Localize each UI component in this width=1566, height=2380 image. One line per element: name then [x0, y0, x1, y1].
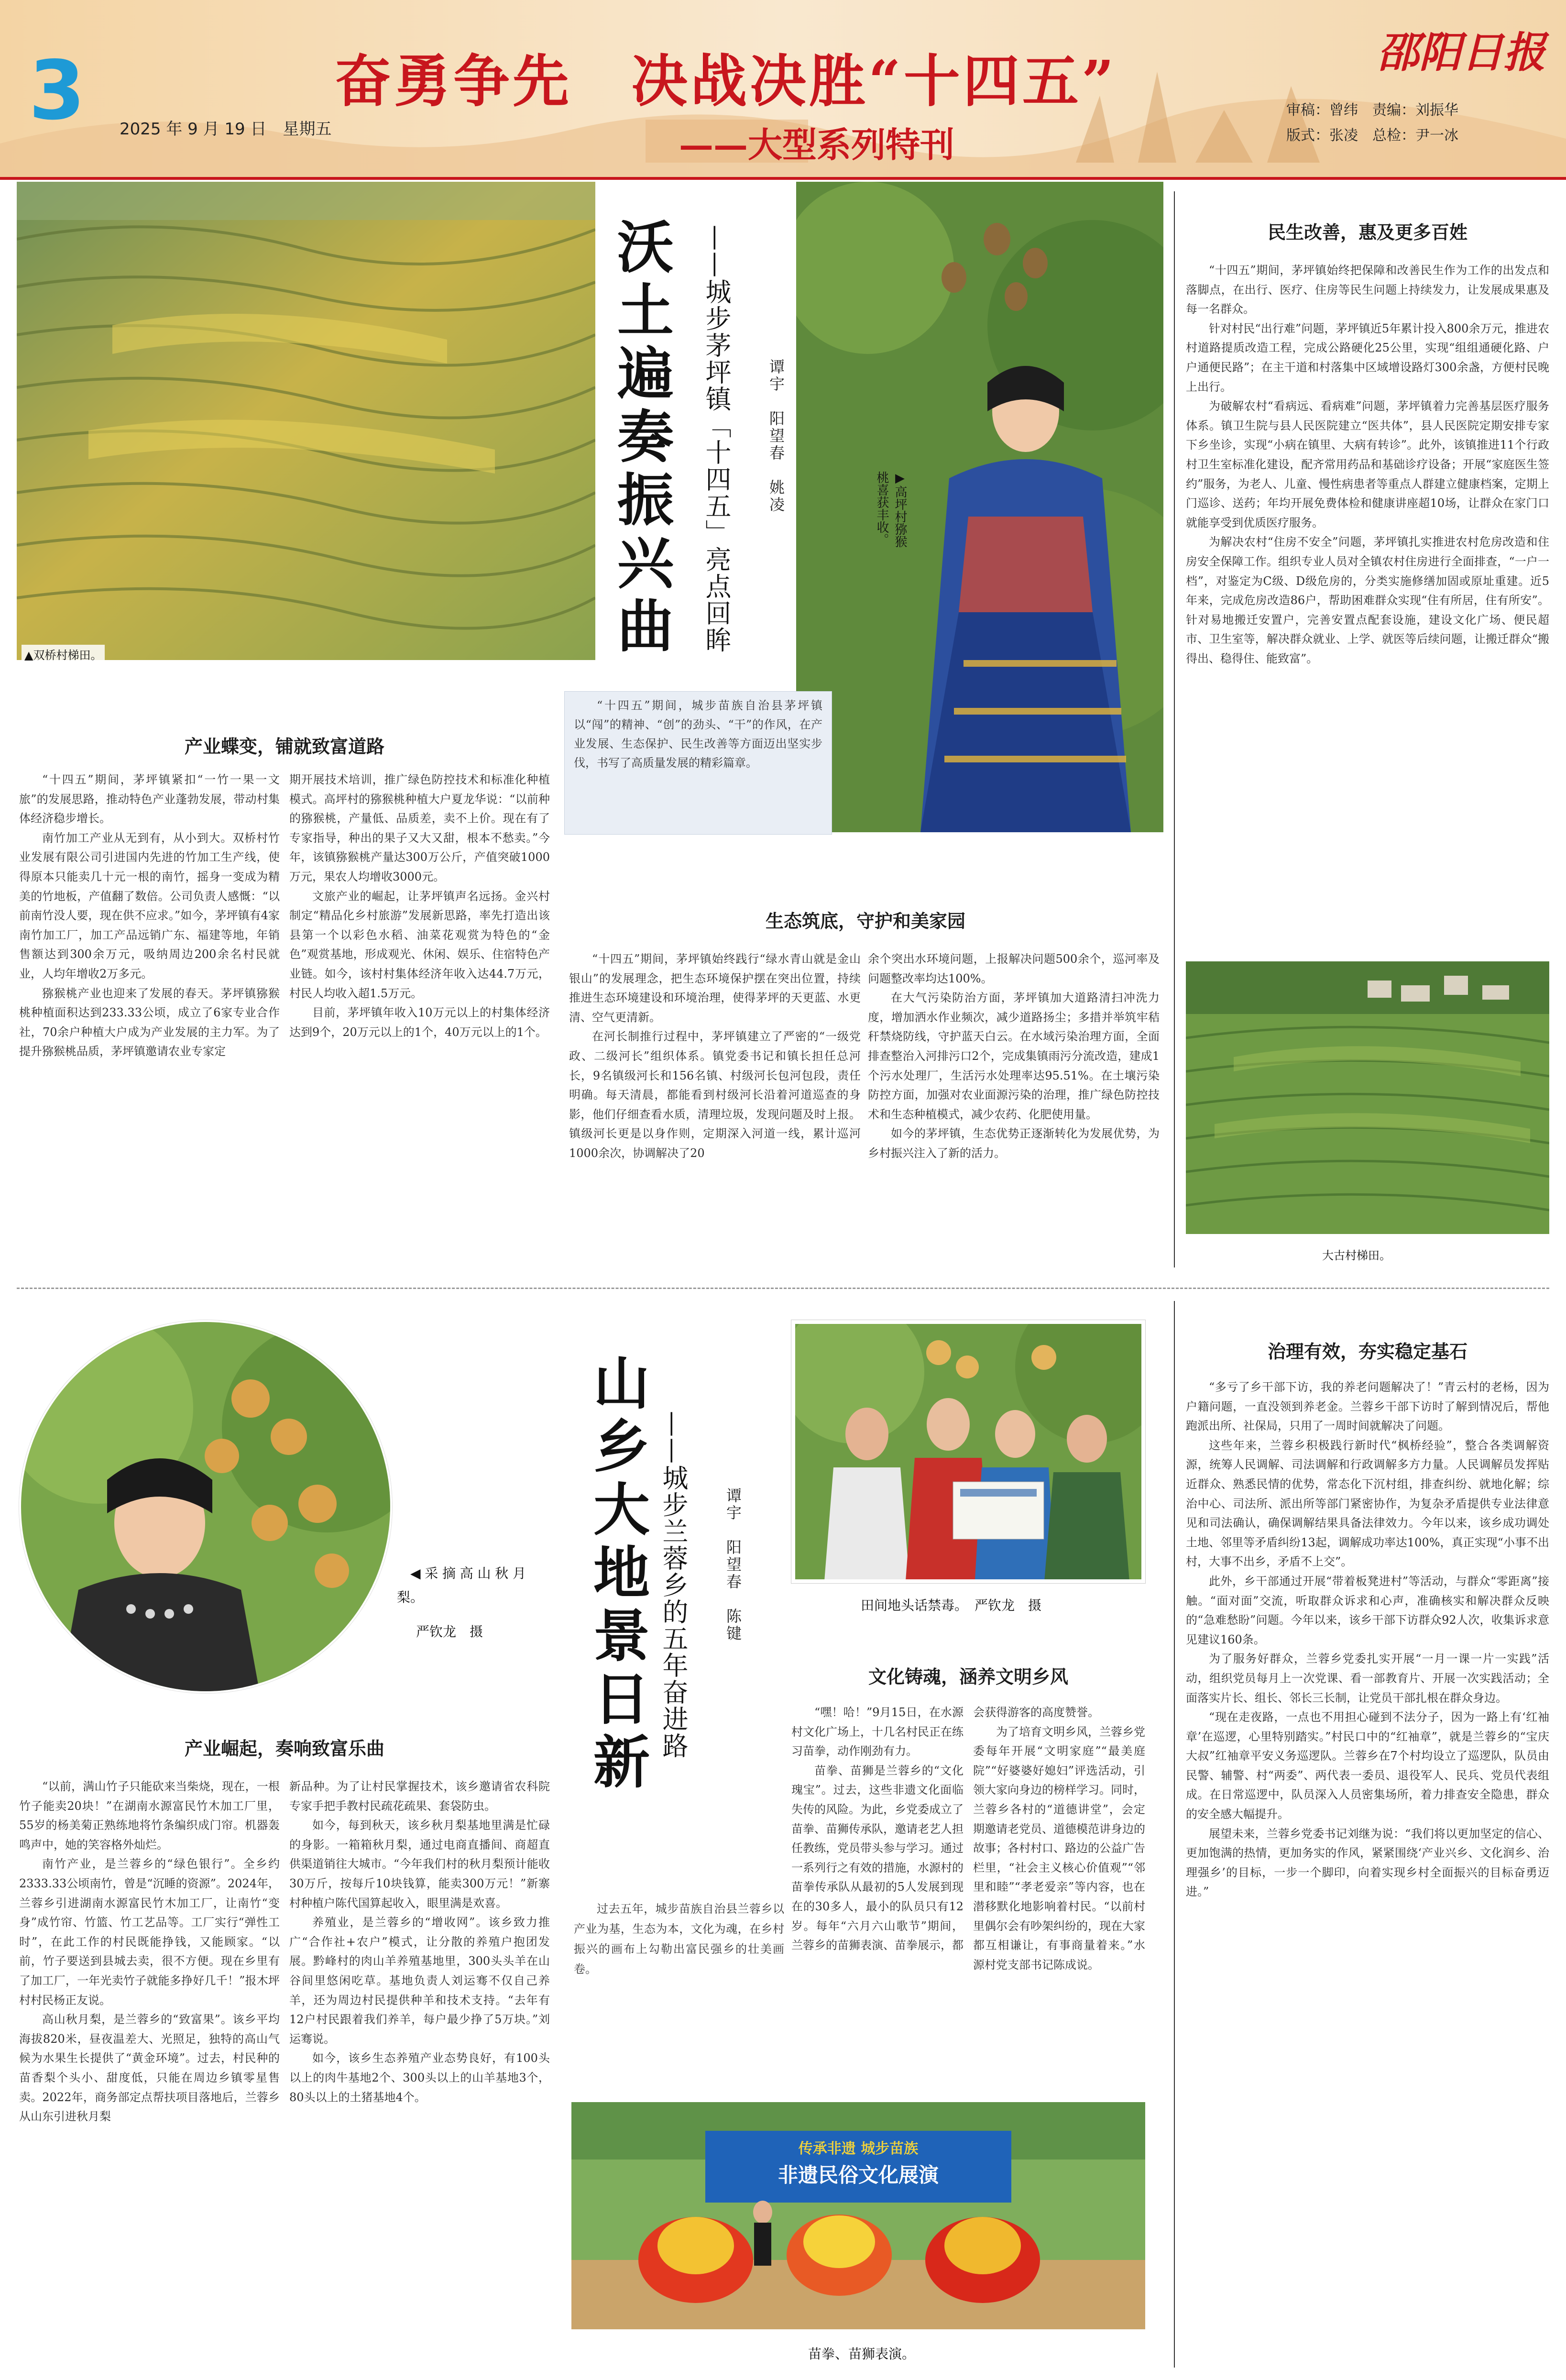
paragraph: 文旅产业的崛起，让茅坪镇声名远扬。金兴村制定“精品化乡村旅游”发展新思路，率先打造出该县第一个以彩色水稻、油菜花观赏为特色的“金色”观赏基地，形成观光、休闲、娱乐、住宿特色产业链。如今，该村村集体经济年收入达44.7万元，村民人均收入超1.5万元。 — [289, 889, 550, 1000]
main-title: 奋勇争先 决战决胜“十四五” — [335, 48, 1117, 114]
caption-pear: ◀采摘高山秋月梨。 — [397, 1565, 526, 1605]
s2-sec2-col-b — [973, 1703, 1145, 2095]
story1-byline: 谭宇 阳望春 姚凌 — [767, 359, 785, 514]
column-divider-2 — [1174, 1301, 1175, 2368]
paragraph: 如今，每到秋天，该乡秋月梨基地里满是忙碌的身影。一箱箱秋月梨，通过电商直播间、商超直供渠道销往大城市。“今年我们村的秋月梨预计能收30万斤，按每斤10块钱算，能卖300万元！”新寨村种植户陈代国算起收入，眼里满是欢喜。 — [289, 1818, 550, 1910]
s2-sec1-col-a — [19, 1777, 280, 2375]
caption-dagu: 大古村梯田。 — [1322, 1249, 1391, 1262]
paragraph: 南竹加工产业从无到有，从小到大。双桥村竹业发展有限公司引进国内先进的竹加工生产线，使得原本只能卖几十元一根的南竹，摇身一变成为精美的竹地板，产值翻了数倍。公司负责人感慨：“以前南竹没人要，现在供不应求。”如今，茅坪镇有4家南竹加工厂，加工产品远销广东、福建等地，年销售额达到300余万元，吸纳周边200余名村民就业，人均年增收2万多元。 — [19, 831, 280, 981]
paragraph: 针对村民“出行难”问题，茅坪镇近5年累计投入800余万元，推进农村道路提质改造工程，完成公路硬化25公里，实现“组组通硬化路、户户通便民路”；在主干道和村落集中区域增设路灯300余盏，方便村民晚上出行。 — [1186, 321, 1549, 394]
s1-sec1-col-a — [19, 770, 280, 1272]
photo-anti-drug-talk — [791, 1320, 1145, 1583]
paragraph: 南竹产业，是兰蓉乡的“绿色银行”。全乡约2333.33公顷南竹，曾是“沉睡的资源”。2024年，兰蓉乡引进湖南水源富民竹木加工厂，让南竹“变身”成竹帘、竹篮、竹工艺品等。工厂实行“弹性工时”，在此工作的村民既能挣钱，又能顾家。“以前，竹子要送到县城去卖，很不方便。现在乡里有了加工厂，一年光卖竹子就能多挣好几千！”报木坪村村民杨正友说。 — [19, 1857, 280, 2007]
paragraph: “嘿！哈！”9月15日，在水源村文化广场上，十几名村民正在练习苗拳，动作刚劲有力。 — [791, 1706, 964, 1758]
lion-dance-banner-2: 非遗民俗文化展演 — [778, 2163, 939, 2187]
paragraph: 在大气污染防治方面，茅坪镇加大道路清扫冲洗力度，增加洒水作业频次，减少道路扬尘；多措并举筑牢秸秆禁烧防线，守护蓝天白云。在水域污染治理方面，全面排查整治入河排污口2个，完成集镇雨污分流改造，建成1个污水处理厂，生活污水处理率达95.51%。在土壤污染防控方面，加强对农业面源污染的治理，推广绿色防控技术和生态种植模式，减少农药、化肥使用量。 — [868, 991, 1160, 1121]
dagu-terrace-image — [1186, 961, 1549, 1234]
paragraph: “以前，满山竹子只能砍来当柴烧，现在，一根竹子能卖20块！”在湖南水源富民竹木加工厂里，55岁的杨美菊正熟练地将竹条编织成门帘。机器轰鸣声中，她的笑容格外灿烂。 — [19, 1780, 280, 1851]
s1-sec1-title: 产业蝶变，铺就致富道路 — [184, 736, 384, 757]
s1-sec2-title: 生态筑底，守护和美家园 — [765, 910, 965, 932]
paragraph: 如今的茅坪镇，生态优势正逐渐转化为发展优势，为乡村振兴注入了新的活力。 — [868, 1127, 1160, 1160]
s1-sec3-title: 民生改善，惠及更多百姓 — [1267, 221, 1467, 243]
photo-terraces-dagu — [1186, 961, 1549, 1234]
s2-sec1-title: 产业崛起，奏响致富乐曲 — [184, 1738, 384, 1759]
caption-lion-dance: 苗拳、苗狮表演。 — [808, 2346, 916, 2362]
masthead — [0, 0, 1566, 187]
paragraph: 在河长制推行过程中，茅坪镇建立了严密的“一级党政、二级河长”组织体系。镇党委书记和镇长担任总河长，9名镇级河长和156名镇、村级河长包河包段，责任明确。每天清晨，都能看到村级河长沿着河道巡查的身影，他们仔细查看水质，清理垃圾，发现问题及时上报。镇级河长更是以身作则，定期深入河道一线，累计巡河1000余次，协调解决了20 — [569, 1030, 861, 1160]
paragraph: “十四五”期间，茅坪镇紧扣“一竹一果一文旅”的发展思路，推动特色产业蓬勃发展，带动村集体经济稳步增长。 — [19, 773, 280, 826]
s1-sec3-body — [1186, 261, 1549, 949]
s1-sec1-col-b — [289, 770, 550, 1272]
paragraph: 此外，乡干部通过开展“带着板凳进村”等活动，与群众“零距离”接触。“面对面”交流，听取群众诉求和心声，准确核实和解决群众反映的“急难愁盼”问题。今年以来，该乡干部下访群众92人次，收集诉求意见建议160条。 — [1186, 1574, 1549, 1646]
caption-anti-drug: 田间地头话禁毒。 严钦龙 摄 — [861, 1598, 1042, 1613]
photo-kiwi-harvest — [796, 182, 1163, 832]
date-line: 2025 年 9 月 19 日 星期五 — [120, 120, 332, 139]
story2-headline: 山乡大地景日新 — [584, 1354, 650, 1796]
paragraph: 为了服务好群众，兰蓉乡党委扎实开展“一月一课一片一实践”活动，组织党员每月上一次党课、看一部教育片、开展一次实践活动；全面落实片长、组长、邻长三长制，让党员干部扎根在群众身边。 — [1186, 1652, 1549, 1705]
paragraph: 目前，茅坪镇年收入10万元以上的村集体经济达到9个，20万元以上的1个，40万元以上的1个。 — [289, 1006, 550, 1039]
layout-credits: 版式：张凌 总检：尹一冰 — [1286, 127, 1458, 144]
story1-lead: “十四五”期间，城步苗族自治县茅坪镇以“闯”的精神、“创”的劲头、“干”的作风，在产业发展、生态保护、民生改善等方面迈出坚实步伐，书写了高质量发展的精彩篇章。 — [574, 699, 822, 770]
s1-sec2-col-b — [868, 949, 1160, 1275]
paragraph: 为解决农村“住房不安全”问题，茅坪镇扎实推进农村危房改造和住房安全保障工作。组织专业人员对全镇农村住房进行全面排查，“一户一档”，对鉴定为C级、D级危房的，分类实施修缮加固或原址重建。近5年来，完成危房改造86户，帮助困难群众实现“住有所居，住有所安”。针对易地搬迁安置户，完善安置点配套设施，建设文化广场、便民超市、卫生室等，解决群众就业、上学、就医等后续问题，让搬迁群众“搬得出、稳得住、能致富”。 — [1186, 535, 1549, 665]
pear-picking-image — [21, 1322, 392, 1693]
paragraph: 为了培育文明乡风，兰蓉乡党委每年开展“文明家庭”“最美庭院”“好婆婆好媳妇”评选活动，引领大家向身边的榜样学习。同时，兰蓉乡各村的“道德讲堂”，会定期邀请老党员、道德模范讲身边的故事；各村村口、路边的公益广告栏里，“社会主义核心价值观”“邻里和睦”“孝老爱亲”等内容，也在潜移默化地影响着村民。“以前村里偶尔会有吵架纠纷的，现在大家都互相谦让，有事商量着来。”水源村党支部书记陈成说。 — [973, 1725, 1145, 1972]
paragraph: “十四五”期间，茅坪镇始终把保障和改善民生作为工作的出发点和落脚点，在出行、医疗、住房等民生问题上持续发力，让发展成果惠及每一名群众。 — [1186, 264, 1549, 316]
s2-sec2-title: 文化铸魂，涵养文明乡风 — [868, 1666, 1068, 1687]
story2-byline: 谭宇 阳望春 陈键 — [724, 1488, 742, 1642]
paragraph: 养殖业，是兰蓉乡的“增收网”。该乡致力推广“合作社+农户”模式，让分散的养殖户抱团发展。黔峰村的肉山羊养殖基地里，300头头羊在山谷间里悠闲吃草。基地负责人刘运骞不仅自己养羊，还为周边村民提供种羊和技术支持。“去年有12户村民跟着我们养羊，每户最少挣了5万块。”刘运骞说。 — [289, 1916, 550, 2046]
story1-headline: 沃土遍奏振兴曲 — [608, 218, 674, 660]
s2-sec3-title: 治理有效，夯实稳定基石 — [1267, 1341, 1467, 1362]
lion-dance-banner: 传承非遗 城步苗族 — [798, 2140, 919, 2157]
paragraph: 苗拳、苗狮是兰蓉乡的“文化瑰宝”。过去，这些非遗文化面临失传的风险。为此，乡党委成立了苗拳、苗狮传承队，邀请老艺人担任教练，党员带头参与学习。通过一系列行之有效的措施，水源村的苗拳传承队从最初的5人发展到现在的30多人，最小的队员只有12岁。每年“六月六山歌节”期间，兰蓉乡的苗狮表演、苗拳展示，都 — [791, 1763, 964, 1952]
photo-pear-picking — [19, 1320, 392, 1693]
paragraph: 高山秋月梨，是兰蓉乡的“致富果”。该乡平均海拔820米，昼夜温差大、光照足，独特的高山气候为水果生长提供了“黄金环境”。过去，村民种的苗香梨个头小、甜度低，只能在周边乡镇零星售卖。2022年，商务部定点帮扶项目落地后，兰蓉乡从山东引进秋月梨 — [19, 2013, 280, 2124]
paragraph: 为破解农村“看病远、看病难”问题，茅坪镇着力完善基层医疗服务体系。镇卫生院与县人民医院建立“医共体”，县人民医院定期安排专家下乡坐诊，实现“小病在镇里、大病有转诊”。此外，该镇推进11个行政村卫生室标准化建设，配齐常用药品和基础诊疗设备；开展“家庭医生签约”服务，为老人、儿童、慢性病患者等重点人群建立健康档案，定期上门巡诊、送药；年均开展免费体检和健康讲座超10场，让群众在家门口就能享受到优质医疗服务。 — [1186, 399, 1549, 529]
paragraph: 期开展技术培训，推广绿色防控技术和标准化种植模式。高坪村的猕猴桃种植大户夏龙华说：“以前种的猕猴桃，产量低、品质差，卖不上价。现在有了专家指导，种出的果子又大又甜，根本不愁卖。”今年，该镇猕猴桃产量达300万公斤，产值突破1000万元，果农人均增收3000元。 — [289, 773, 550, 883]
paragraph: 这些年来，兰蓉乡积极践行新时代“枫桥经验”，整合各类调解资源，统筹人民调解、司法调解和行政调解多方力量。人民调解员发挥贴近群众、熟悉民情的优势，常态化下沉村组，排查纠纷、就地化解；综治中心、司法所、派出所等部门紧密协作，为复杂矛盾提供专业法律意见和司法确认，确保调解结果具备法律效力。今年以来，该乡成功调处土地、邻里等矛盾纠纷13起，调解成功率达100%，真正实现“小事不出村，大事不出乡，矛盾不上交”。 — [1186, 1438, 1549, 1569]
sub-title: ——大型系列特刊 — [679, 124, 955, 165]
story-separator — [17, 1288, 1549, 1289]
s2-sec3-body — [1186, 1377, 1549, 2372]
paragraph: “现在走夜路，一点也不用担心碰到不法分子，因为一路上有‘红袖章’在巡逻，心里特别踏实。”村民口中的“红袖章”，就是兰蓉乡的“宝庆大叔”红袖章平安义务巡逻队。兰蓉乡在7个村均设立了巡逻队，队员由民警、辅警、村“两委”、两代表一委员、退役军人、民兵、党员代表组成。在日常巡逻中，队员深入人员密集场所，着力排查安全隐患，群众的安全感大幅提升。 — [1186, 1710, 1549, 1821]
paragraph: 展望未来，兰蓉乡党委书记刘继为说：“我们将以更加坚定的信心、更加饱满的热情，更加务实的作风，紧紧围绕‘产业兴乡、文化润乡、治理强乡’的目标，一步一个脚印，向着实现乡村全面振兴的目标奋勇迈进。” — [1186, 1827, 1549, 1899]
story2-lead: 过去五年，城步苗族自治县兰蓉乡以产业为基，生态为本，文化为魂，在乡村振兴的画布上勾勒出富民强乡的壮美画卷。 — [574, 1902, 784, 1976]
story1-subhead: ——城步茅坪镇「十四五」亮点回眸 — [701, 225, 732, 653]
paragraph: 猕猴桃产业也迎来了发展的春天。茅坪镇猕猴桃种植面积达到233.33公顷，成立了6家专业合作社，70余户种植大户成为产业发展的主力军。为了提升猕猴桃品质，茅坪镇邀请农业专家定 — [19, 986, 280, 1058]
paragraph: 新品种。为了让村民掌握技术，该乡邀请省农科院专家手把手教村民疏花疏果、套袋防虫。 — [289, 1780, 550, 1813]
page-number: 3 — [29, 44, 86, 138]
newspaper-logo: 邵阳日报 — [1377, 27, 1546, 77]
kiwi-harvest-image — [796, 182, 1163, 832]
paragraph: 余个突出水环境问题，上报解决问题500余个，巡河率及问题整改率均达100%。 — [868, 952, 1160, 985]
s2-sec1-col-b — [289, 1777, 550, 2375]
caption-shuangqiao: ▲双桥村梯田。 — [22, 645, 105, 663]
caption-kiwi: ▶高坪村猕猴桃喜获丰收。 — [875, 471, 907, 548]
paragraph: 会获得游客的高度赞誉。 — [973, 1706, 1099, 1719]
paragraph: “十四五”期间，茅坪镇始终践行“绿水青山就是金山银山”的发展理念，把生态环境保护摆在突出位置，持续推进生态环境建设和环境治理，使得茅坪的天更蓝、水更清、空气更清新。 — [569, 952, 861, 1024]
paragraph: “多亏了乡干部下访，我的养老问题解决了！”青云村的老杨，因为户籍问题，一直没领到养老金。兰蓉乡干部下访时了解到情况后，帮他跑派出所、社保局，只用了一周时间就解决了问题。 — [1186, 1380, 1549, 1433]
credit-pear: 严钦龙 摄 — [416, 1624, 483, 1640]
anti-drug-image — [795, 1324, 1145, 1583]
photo-lion-dance — [571, 2102, 1145, 2329]
story2-subhead: ——城步兰蓉乡的五年奋进路 — [658, 1411, 689, 1759]
photo-terraces-shuangqiao — [17, 182, 595, 660]
editor-credits: 审稿：曾纬 责编：刘振华 — [1286, 102, 1458, 119]
s1-sec2-col-a — [569, 949, 861, 1275]
column-divider — [1174, 191, 1175, 1267]
s2-sec2-col-a — [791, 1703, 964, 2095]
terrace-image — [17, 182, 595, 660]
paragraph: 如今，该乡生态养殖产业态势良好，有100头以上的肉牛基地2个、300头以上的山羊基地3个，80头以上的土猪基地4个。 — [289, 2051, 550, 2104]
